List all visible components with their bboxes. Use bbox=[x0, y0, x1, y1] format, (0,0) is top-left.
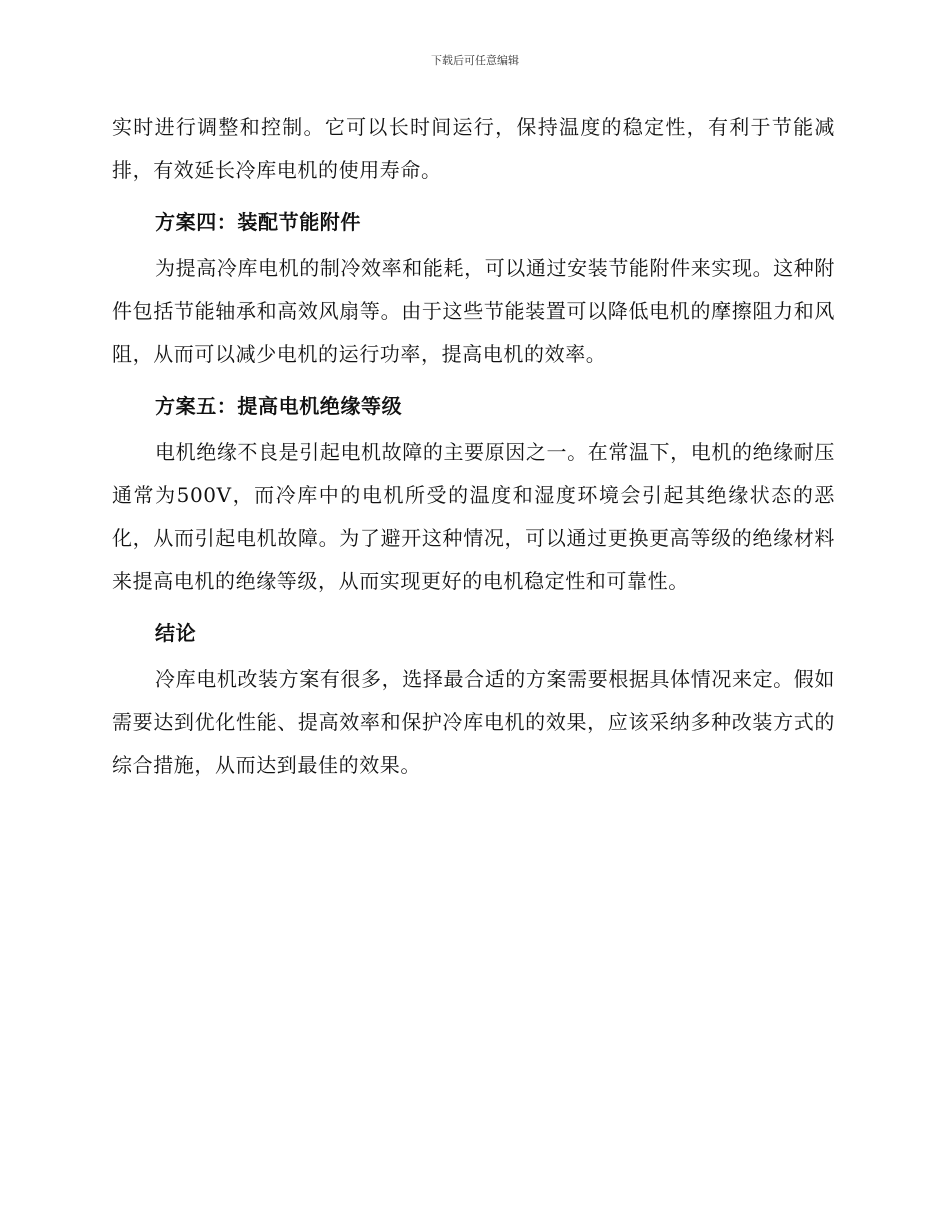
section-paragraph-conclusion: 冷库电机改装方案有很多，选择最合适的方案需要根据具体情况来定。假如需要达到优化性能、提高效率和保护冷库电机的效果，应该采纳多种改装方式的综合措施，从而达到最佳的效果。 bbox=[112, 667, 835, 777]
section-heading-plan-4: 方案四：装配节能附件 bbox=[155, 210, 361, 234]
section-heading-conclusion: 结论 bbox=[155, 621, 197, 645]
page-header: 下载后可任意编辑 bbox=[431, 54, 519, 67]
continuation-paragraph: 实时进行调整和控制。它可以长时间运行，保持温度的稳定性，有利于节能减排，有效延长冷库电机的使用寿命。 bbox=[112, 115, 835, 182]
section-paragraph-plan-5: 电机绝缘不良是引起电机故障的主要原因之一。在常温下，电机的绝缘耐压通常为500V，而冷库中的电机所受的温度和湿度环境会引起其绝缘状态的恶化，从而引起电机故障。为了避开这种情况，可以通过更换更高等级的绝缘材料来提高电机的绝缘等级，从而实现更好的电机稳定性和可靠性。 bbox=[112, 440, 835, 593]
document-body bbox=[112, 106, 835, 787]
section-heading-plan-5: 方案五：提高电机绝缘等级 bbox=[155, 394, 403, 418]
section-paragraph-plan-4: 为提高冷库电机的制冷效率和能耗，可以通过安装节能附件来实现。这种附件包括节能轴承和高效风扇等。由于这些节能装置可以降低电机的摩擦阻力和风阻，从而可以减少电机的运行功率，提高电机的效率。 bbox=[112, 256, 835, 366]
